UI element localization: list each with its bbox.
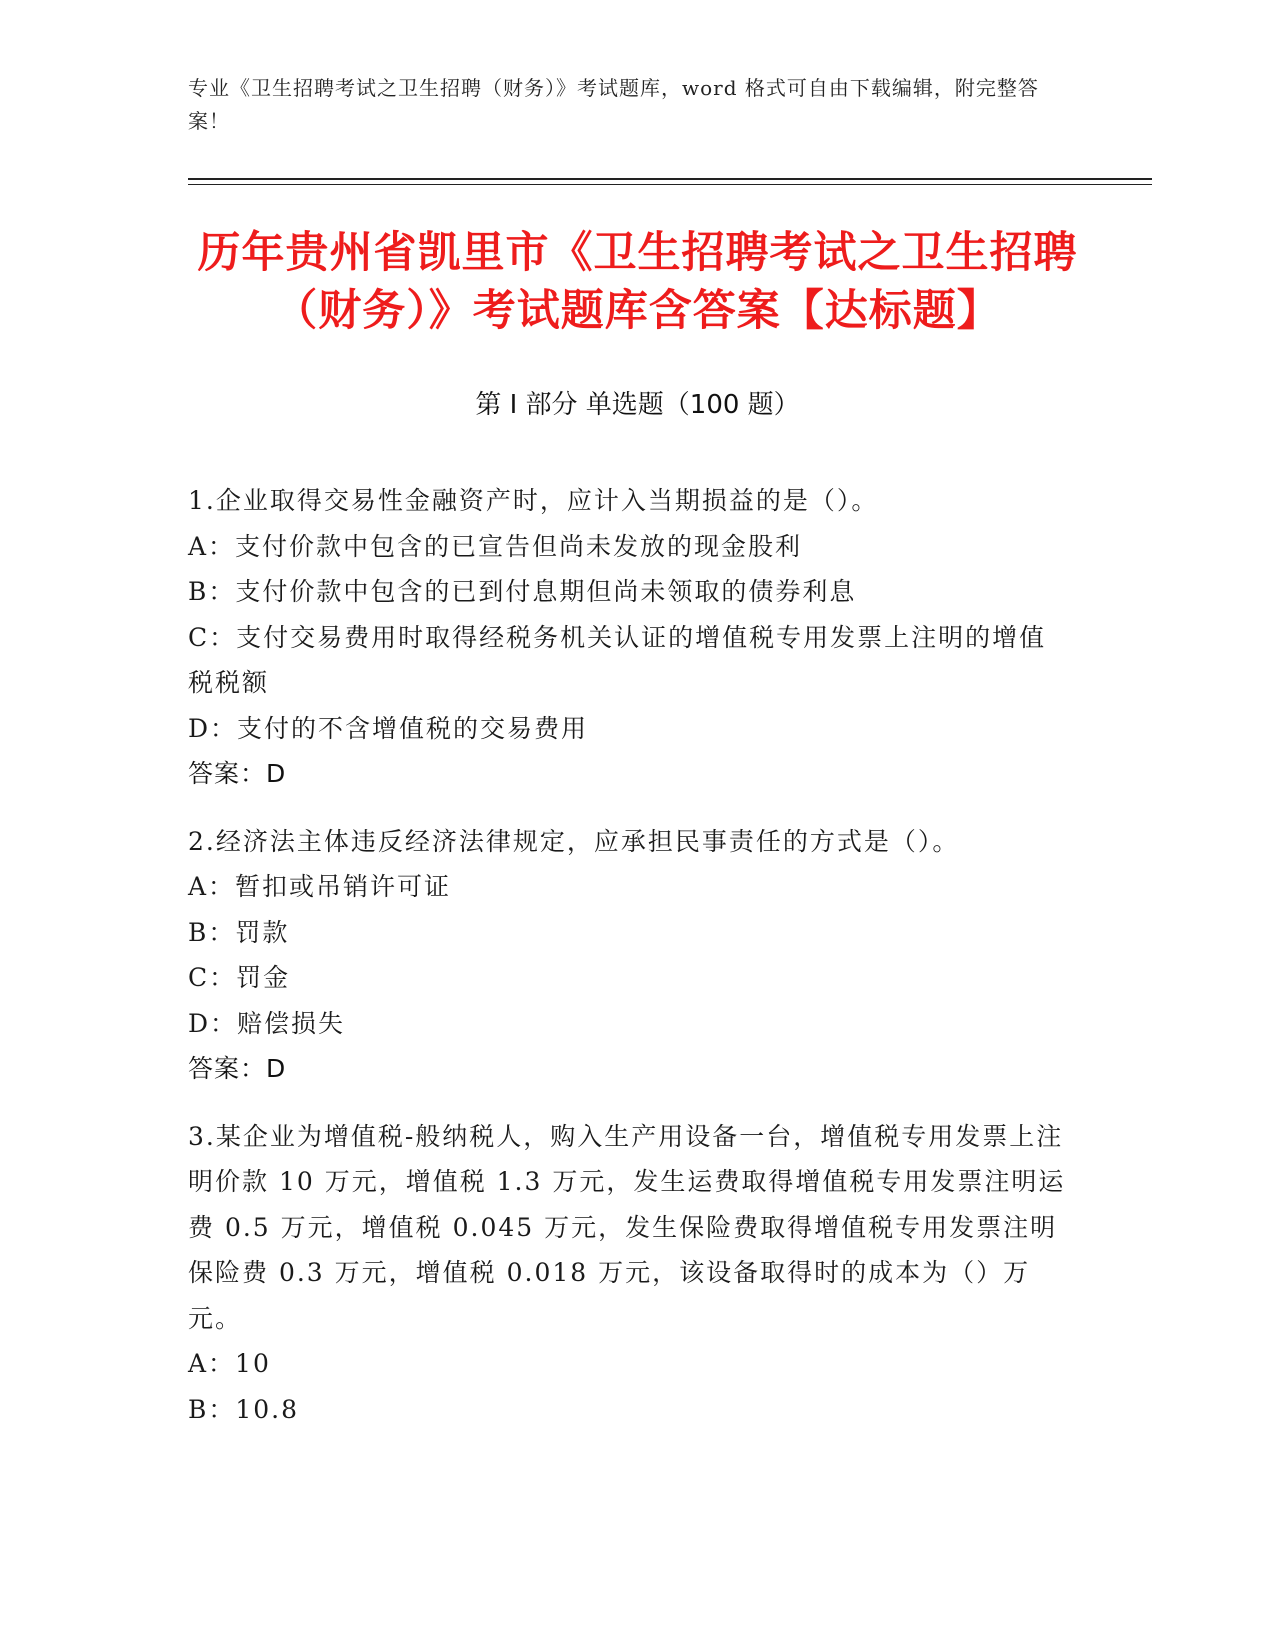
option-d: D：支付的不含增值税的交易费用 — [188, 713, 589, 743]
document-title: 历年贵州省凯里市《卫生招聘考试之卫生招聘（财务）》考试题库含答案【达标题】 — [197, 228, 1078, 336]
option-b: B：10.8 — [188, 1394, 300, 1424]
answer: 答案：D — [188, 1054, 287, 1083]
question-3 — [188, 1114, 1068, 1433]
question-1 — [188, 478, 1068, 797]
option-b: B：支付价款中包含的已到付息期但尚未领取的债券利息 — [188, 577, 857, 606]
header-note: 专业《卫生招聘考试之卫生招聘（财务）》考试题库，word 格式可自由下载编辑，附完整答案！ — [188, 76, 1039, 133]
question-2 — [188, 819, 1068, 1092]
question-list — [188, 478, 1068, 1454]
option-d: D：赔偿损失 — [188, 1008, 346, 1038]
option-c: C：罚金 — [188, 963, 291, 992]
question-stem: 3.某企业为增值税-般纳税人，购入生产用设备一台，增值税专用发票上注明价款 10 万元，增值税 1.3 万元，发生运费取得增值税专用发票注明运费 0.5 万元，增值税 0.045 万元，发生保险费取得增值税专用发票注明保险费 0.3 万元，增值税 0.018 万元，该设备取得时的成本为（）万元。 — [188, 1121, 1066, 1333]
question-stem: 2.经济法主体违反经济法律规定，应承担民事责任的方式是（）。 — [188, 826, 960, 856]
header-rule-thin — [188, 184, 1152, 185]
question-stem: 1.企业取得交易性金融资产时，应计入当期损益的是（）。 — [188, 486, 879, 515]
option-c: C：支付交易费用时取得经税务机关认证的增值税专用发票上注明的增值税税额 — [188, 622, 1047, 697]
header-rule-thick — [188, 178, 1152, 180]
answer: 答案：D — [188, 759, 287, 788]
option-b: B：罚款 — [188, 917, 290, 947]
section-heading: 第 I 部分 单选题（100 题） — [475, 390, 800, 420]
option-a: A：暂扣或吊销许可证 — [188, 872, 452, 901]
option-a: A：支付价款中包含的已宣告但尚未发放的现金股利 — [188, 531, 803, 561]
option-a: A：10 — [188, 1349, 271, 1378]
